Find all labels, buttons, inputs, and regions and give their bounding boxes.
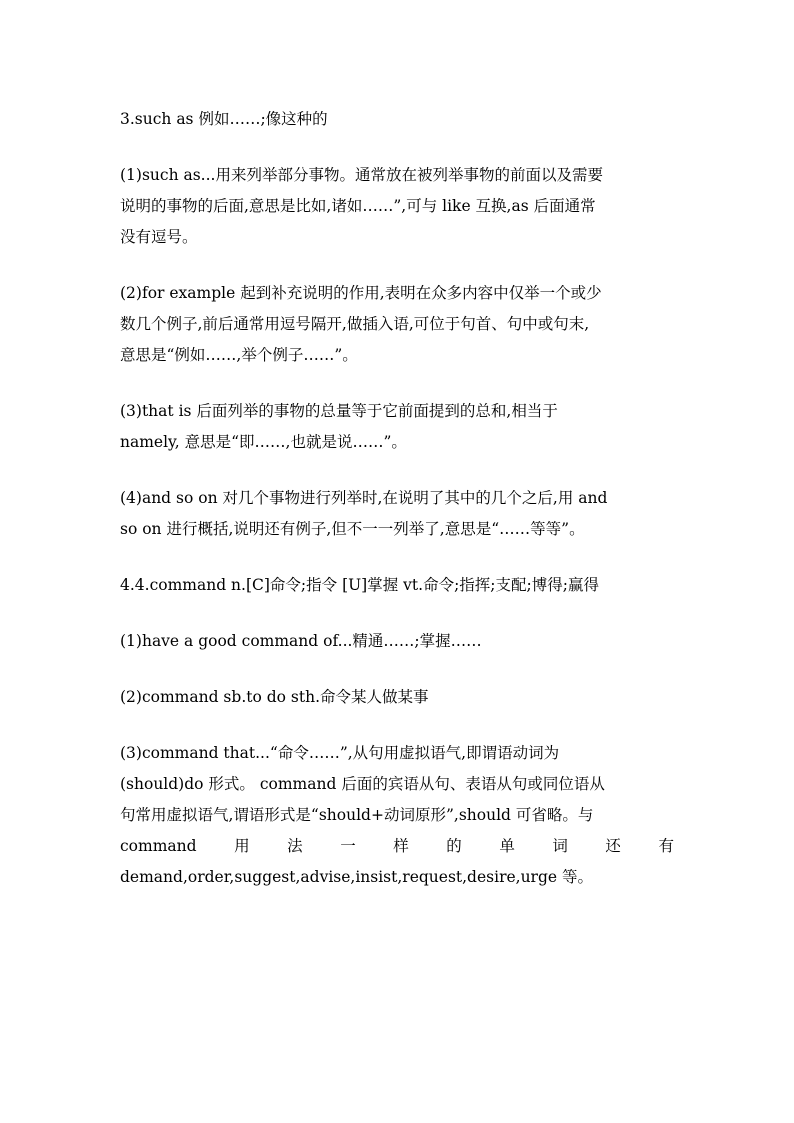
text-line: (1)such as...用来列举部分事物。通常放在被列举事物的前面以及需要	[120, 166, 603, 184]
text-line: (2)for example 起到补充说明的作用,表明在众多内容中仅举一个或少	[120, 284, 602, 302]
word: 用	[234, 837, 250, 855]
paragraph-such-as	[120, 160, 674, 253]
text-line: 说明的事物的后面,意思是比如,诸如……”,可与 like 互换,as 后面通常	[120, 197, 596, 215]
paragraph-and-so-on	[120, 483, 674, 545]
word: 词	[552, 837, 568, 855]
text-line: 4.4.command n.[C]命令;指令 [U]掌握 vt.命令;指挥;支配;博得;赢得	[120, 576, 599, 594]
word: 一	[340, 837, 356, 855]
text-line: 3.such as 例如……;像这种的	[120, 110, 328, 128]
word: 的	[446, 837, 462, 855]
text-line: namely, 意思是“即……,也就是说……”。	[120, 433, 407, 451]
word: 单	[499, 837, 515, 855]
text-line: 没有逗号。	[120, 228, 198, 246]
paragraph-command-sb	[120, 682, 674, 713]
paragraph-for-example	[120, 278, 674, 371]
heading-such-as	[120, 104, 674, 135]
justified-line	[120, 831, 674, 862]
text-line: 数几个例子,前后通常用逗号隔开,做插入语,可位于句首、句中或句末,	[120, 315, 590, 333]
text-line: demand,order,suggest,advise,insist,request,desire,urge 等。	[120, 868, 593, 886]
text-line: (3)that is 后面列举的事物的总量等于它前面提到的总和,相当于	[120, 402, 558, 420]
text-line: so on 进行概括,说明还有例子,但不一一列举了,意思是“……等等”。	[120, 520, 585, 538]
text-line: (2)command sb.to do sth.命令某人做某事	[120, 688, 429, 706]
document-page	[120, 104, 674, 918]
paragraph-have-command	[120, 626, 674, 657]
text-line: (should)do 形式。 command 后面的宾语从句、表语从句或同位语从	[120, 775, 605, 793]
text-line: 意思是“例如……,举个例子……”。	[120, 346, 358, 364]
text-line: (3)command that...“命令……”,从句用虚拟语气,即谓语动词为	[120, 744, 560, 762]
text-line: (4)and so on 对几个事物进行列举时,在说明了其中的几个之后,用 and	[120, 489, 608, 507]
text-line: 句常用虚拟语气,谓语形式是“should+动词原形”,should 可省略。与	[120, 806, 594, 824]
text-line: (1)have a good command of...精通……;掌握……	[120, 632, 482, 650]
word: 有	[658, 837, 674, 855]
heading-command	[120, 570, 674, 601]
paragraph-that-is	[120, 396, 674, 458]
word: 法	[287, 837, 303, 855]
paragraph-command-that	[120, 738, 674, 893]
word: command	[120, 837, 197, 855]
word: 样	[393, 837, 409, 855]
word: 还	[605, 837, 621, 855]
